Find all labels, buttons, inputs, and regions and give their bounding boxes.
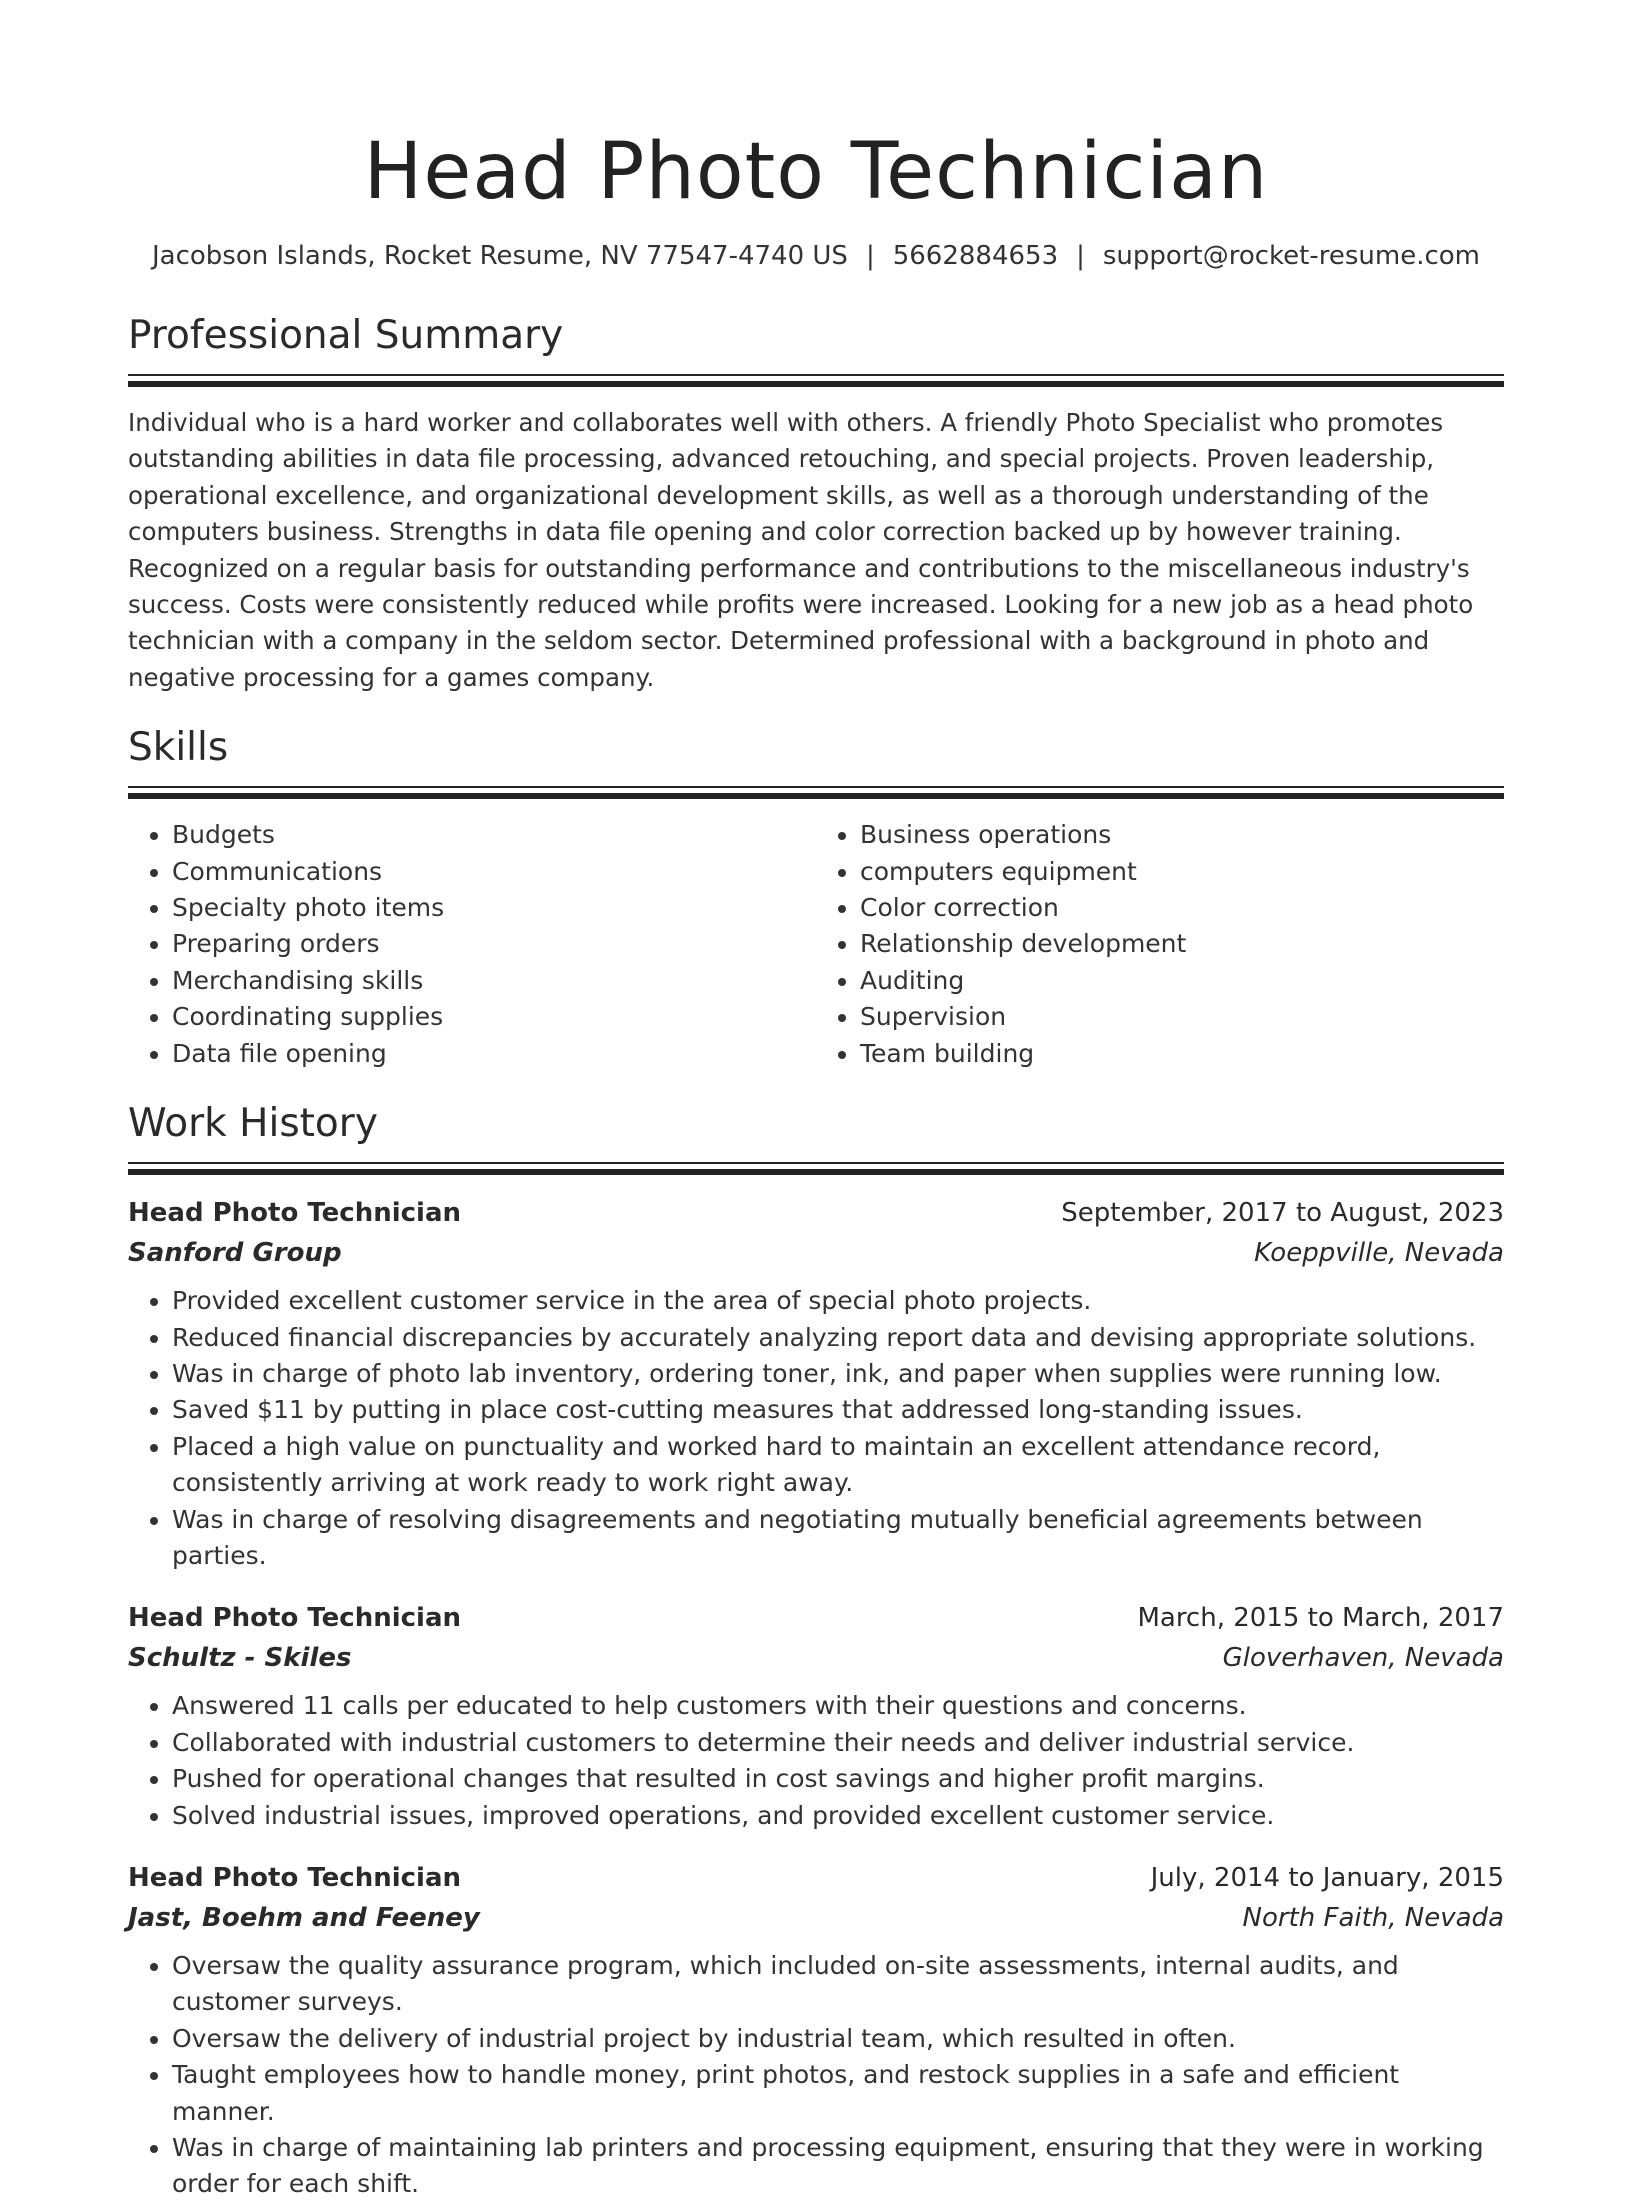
- job-bullet: • Collaborated with industrial customers to determine their needs and deliver industrial service.: [172, 1725, 1504, 1761]
- skill-item: • Relationship development: [860, 926, 1504, 962]
- skill-item: • Preparing orders: [172, 926, 816, 962]
- job-dates: July, 2014 to January, 2015: [1150, 1862, 1504, 1893]
- job-company: Schultz - Skiles: [128, 1643, 352, 1674]
- job-location: North Faith, Nevada: [1242, 1902, 1504, 1933]
- section-divider: [128, 1162, 1504, 1175]
- skill-item: • Supervision: [860, 999, 1504, 1035]
- job-bullet: • Provided excellent customer service in the area of special photo projects.: [172, 1283, 1504, 1319]
- job-bullet: • Reduced financial discrepancies by accurately analyzing report data and devising appropriate solutions.: [172, 1320, 1504, 1356]
- job-entry: [128, 1858, 1504, 2203]
- skill-item: • Budgets: [172, 817, 816, 853]
- skill-item: • Color correction: [860, 890, 1504, 926]
- job-title: Head Photo Technician: [128, 1862, 462, 1893]
- job-bullet: • Taught employees how to handle money, print photos, and restock supplies in a safe and efficient manner.: [172, 2057, 1504, 2130]
- skill-item: • Coordinating supplies: [172, 999, 816, 1035]
- job-dates: March, 2015 to March, 2017: [1137, 1603, 1504, 1634]
- job-bullet: • Solved industrial issues, improved operations, and provided excellent customer service.: [172, 1798, 1504, 1834]
- skill-item: • Auditing: [860, 963, 1504, 999]
- job-bullets: [128, 1283, 1504, 1574]
- work-section: [128, 1098, 1504, 2203]
- skill-item: • computers equipment: [860, 854, 1504, 890]
- job-bullet: • Placed a high value on punctuality and worked hard to maintain an excellent attendance record, consistently arriving at work ready to work right away.: [172, 1429, 1504, 1502]
- job-location: Koeppville, Nevada: [1254, 1238, 1504, 1269]
- contact-line: [128, 238, 1504, 274]
- job-bullet: • Saved $11 by putting in place cost-cutting measures that addressed long-standing issues.: [172, 1392, 1504, 1428]
- contact-separator: |: [1076, 241, 1085, 271]
- skills-section: [128, 722, 1504, 1072]
- work-heading: Work History: [128, 1101, 378, 1147]
- job-title: Head Photo Technician: [128, 1603, 462, 1634]
- summary-section: [128, 310, 1504, 696]
- job-bullet: • Oversaw the delivery of industrial project by industrial team, which resulted in often.: [172, 2021, 1504, 2057]
- skill-item: • Specialty photo items: [172, 890, 816, 926]
- job-bullets: [128, 1688, 1504, 1834]
- contact-separator: |: [865, 241, 875, 271]
- job-bullet: • Answered 11 calls per educated to help customers with their questions and concerns.: [172, 1688, 1504, 1724]
- job-entry: [128, 1193, 1504, 1574]
- summary-heading: Professional Summary: [128, 313, 564, 358]
- job-bullet: • Was in charge of photo lab inventory, ordering toner, ink, and paper when supplies were running low.: [172, 1356, 1504, 1392]
- job-location: Gloverhaven, Nevada: [1222, 1643, 1504, 1674]
- job-company: Jast, Boehm and Feeney: [128, 1902, 480, 1933]
- job-bullet: • Was in charge of resolving disagreements and negotiating mutually beneficial agreements between parties.: [172, 1502, 1504, 1575]
- skills-columns: [128, 817, 1504, 1072]
- job-bullet: • Pushed for operational changes that resulted in cost savings and higher profit margins.: [172, 1761, 1504, 1797]
- section-divider: [128, 786, 1504, 799]
- contact-phone: 5662884653: [892, 241, 1059, 271]
- skill-item: • Merchandising skills: [172, 963, 816, 999]
- summary-text: Individual who is a hard worker and collaborates well with others. A friendly Photo Specialist who promotes outstanding abilities in data file processing, advanced retouching, and special projects. Proven leadership, operational excellence, and organizational development skills, as well as a thorough understanding of the computers business. Strengths in data file opening and color correction backed up by however training. Recognized on a regular basis for outstanding performance and contributions to the miscellaneous industry's success. Costs were consistently reduced while profits were increased. Looking for a new job as a head photo technician with a company in the seldom sector. Determined professional with a background in photo and negative processing for a games company.: [128, 408, 1474, 692]
- skill-item: • Team building: [860, 1036, 1504, 1072]
- skills-heading: Skills: [128, 725, 229, 771]
- job-bullet: • Oversaw the quality assurance program, which included on-site assessments, internal audits, and customer surveys.: [172, 1948, 1504, 2021]
- job-entry: [128, 1598, 1504, 1834]
- job-bullet: • Was in charge of maintaining lab printers and processing equipment, ensuring that they were in working order for each shift.: [172, 2130, 1504, 2203]
- contact-address: Jacobson Islands, Rocket Resume, NV 77547-4740 US: [151, 241, 848, 271]
- skill-item: • Communications: [172, 854, 816, 890]
- contact-email[interactable]: support@rocket-resume.com: [1102, 241, 1480, 271]
- skills-list-left: [128, 817, 816, 1072]
- job-dates: September, 2017 to August, 2023: [1061, 1198, 1504, 1229]
- job-company: Sanford Group: [128, 1238, 342, 1269]
- section-divider: [128, 374, 1504, 387]
- resume-name: Head Photo Technician: [363, 127, 1269, 217]
- job-bullets: [128, 1948, 1504, 2203]
- skill-item: • Business operations: [860, 817, 1504, 853]
- skill-item: • Data file opening: [172, 1036, 816, 1072]
- job-title: Head Photo Technician: [128, 1198, 462, 1229]
- skills-list-right: [816, 817, 1504, 1072]
